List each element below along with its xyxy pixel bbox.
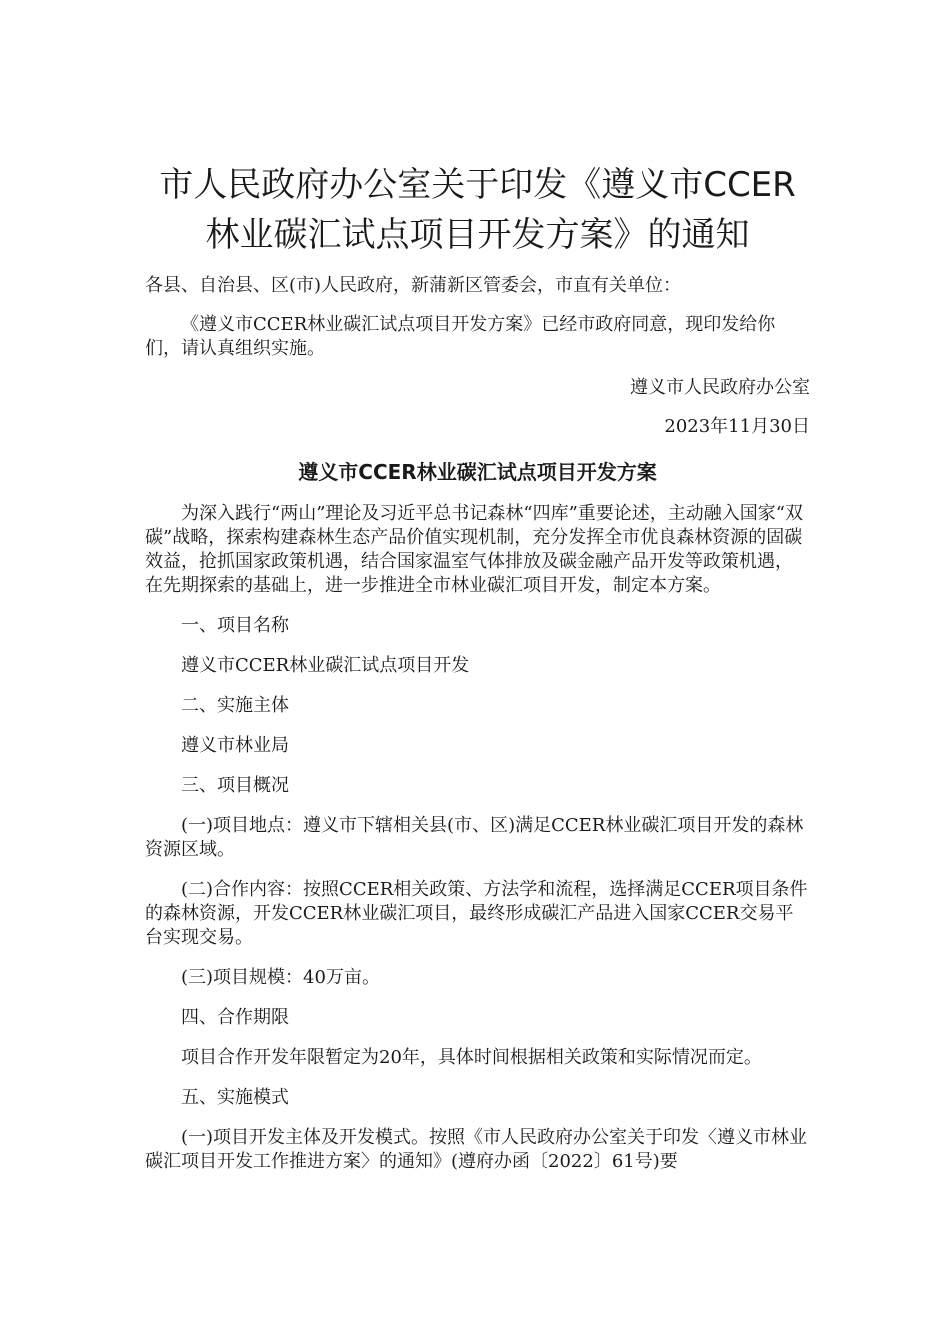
section4-text: 项目合作开发年限暂定为20年，具体时间根据相关政策和实际情况而定。 (181, 1047, 762, 1068)
section5-heading: 五、实施模式 (181, 1087, 289, 1108)
notice-title-line2: 林业碳汇试点项目开发方案》的通知 (205, 215, 750, 255)
section2-heading: 二、实施主体 (181, 695, 289, 716)
section4-heading: 四、合作期限 (181, 1007, 289, 1028)
section5-item1: (一)项目开发主体及开发模式。按照《市人民政府办公室关于印发〈遵义市林业碳汇项目开发工作推进方案〉的通知》(遵府办函〔2022〕61号)要 (145, 1127, 808, 1172)
section3-item3: (三)项目规模：40万亩。 (181, 967, 380, 988)
section1-text: 遵义市CCER林业碳汇试点项目开发 (181, 655, 470, 676)
section2-text: 遵义市林业局 (181, 735, 289, 756)
plan-intro: 为深入践行“两山”理论及习近平总书记森林“四库”重要论述，主动融入国家“双碳”战略，探索构建森林生态产品价值实现机制，充分发挥全市优良森林资源的固碳效益，抢抓国家政策机遇，结合国家温室气体排放及碳金融产品开发等政策机遇，在先期探索的基础上，进一步推进全市林业碳汇项目开发，制定本方案。 (145, 503, 804, 596)
notice-date: 2023年11月30日 (664, 416, 810, 437)
notice-body: 《遵义市CCER林业碳汇试点项目开发方案》已经市政府同意，现印发给你们，请认真组织实施。 (145, 314, 776, 359)
section3-heading: 三、项目概况 (181, 775, 289, 796)
notice-title-line1: 市人民政府办公室关于印发《遵义市CCER (159, 165, 796, 205)
notice-issuer: 遵义市人民政府办公室 (630, 377, 810, 398)
section3-item2: (二)合作内容：按照CCER相关政策、方法学和流程，选择满足CCER项目条件的森林资源，开发CCER林业碳汇项目，最终形成碳汇产品进入国家CCER交易平台实现交易。 (145, 879, 808, 948)
plan-title: 遵义市CCER林业碳汇试点项目开发方案 (298, 460, 657, 484)
document-page (145, 160, 810, 1174)
notice-addressee: 各县、自治县、区(市)人民政府，新蒲新区管委会，市直有关单位： (145, 275, 682, 296)
section3-item1: (一)项目地点：遵义市下辖相关县(市、区)满足CCER林业碳汇项目开发的森林资源区域。 (145, 815, 804, 860)
notice-title (145, 160, 810, 260)
section1-heading: 一、项目名称 (181, 615, 289, 636)
